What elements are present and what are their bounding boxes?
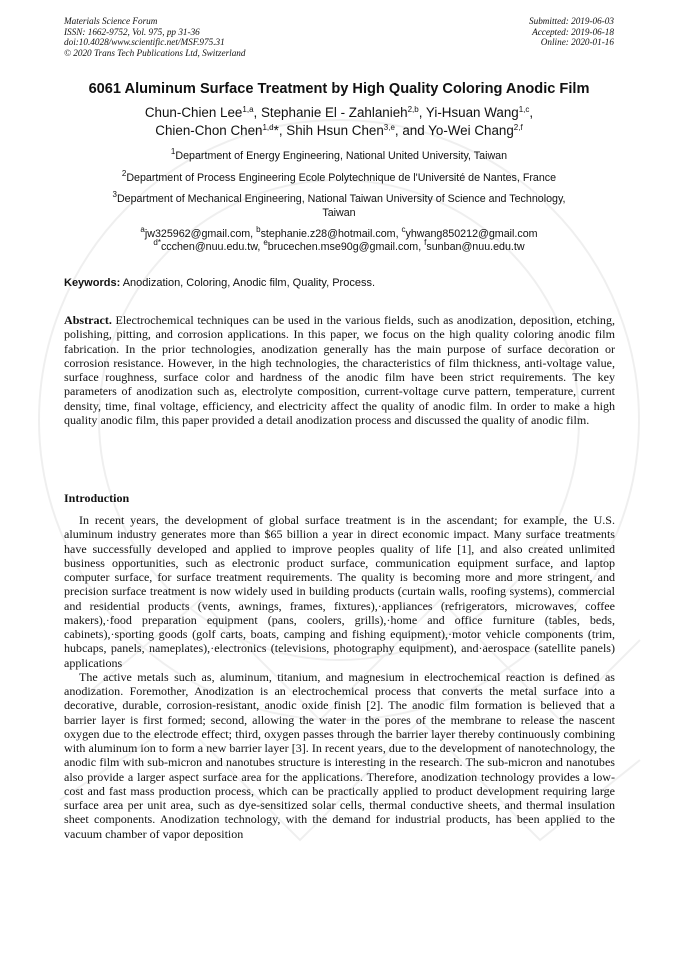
- keywords-text: Anodization, Coloring, Anodic film, Quality, Process.: [120, 277, 376, 289]
- author-name: , and Yo-Wei Chang: [394, 123, 514, 138]
- section-heading-introduction: Introduction: [64, 491, 130, 505]
- email-list: [40, 225, 638, 254]
- author-name: , Stephanie El - Zahlanieh: [253, 105, 408, 120]
- submission-dates: [529, 16, 614, 48]
- email-address: stephanie.z28@hotmail.com,: [260, 228, 402, 240]
- affiliation-text: Department of Mechanical Engineering, National Taiwan University of Science and Technology,: [116, 193, 566, 205]
- abstract: [64, 313, 615, 427]
- introduction-body: [64, 513, 615, 841]
- journal-info: [64, 16, 245, 58]
- email-address: yhwang850212@gmail.com: [405, 228, 538, 240]
- author-affiliation-mark: 2,b: [407, 105, 419, 114]
- affiliation-number: 2: [121, 168, 127, 178]
- affiliation-text: Department of Energy Engineering, National United University, Taiwan: [175, 150, 508, 162]
- email-mark: c: [401, 225, 406, 234]
- email-address: brucechen.mse90g@gmail.com,: [267, 241, 425, 253]
- email-address: jw325962@gmail.com,: [144, 228, 257, 240]
- author-name: , Yi-Hsuan Wang: [418, 105, 519, 120]
- submitted-date: Submitted: 2019-06-03: [529, 16, 614, 26]
- email-mark: d*: [153, 238, 161, 247]
- affiliation-text: Department of Process Engineering Ecole Polytechnique de l'Université de Nantes, France: [126, 171, 557, 184]
- email-mark: a: [140, 225, 145, 234]
- affiliation-text-continued: Taiwan: [322, 206, 356, 219]
- email-address: ccchen@nuu.edu.tw,: [160, 241, 264, 253]
- affiliation-number: 3: [112, 190, 117, 199]
- email-address: sunban@nuu.edu.tw: [426, 241, 525, 253]
- paper-title: 6061 Aluminum Surface Treatment by High Quality Coloring Anodic Film: [88, 81, 590, 97]
- keywords-label: Keywords:: [64, 277, 121, 289]
- affiliation-1: [40, 147, 638, 164]
- paragraph: In recent years, the development of global surface treatment is in the ascendant; for example, the U.S. aluminum industry generates more than $65 billion a year in direct economic impact. Many surface treatments have successfully developed and applied to improve peoples quality of life [1], and also created unlimited business opportunities, such as electronic product surface, communication equipment surface, and laptop computer surface, for surface treatment requirements. The quality is becoming more and more stringent, and precision surface treatment is now widely used in building products (curtain walls, roofing systems), commercial and residential products (vents, awnings, frames, fixtures),·appliances (refrigerators, microwaves, coffee makers),·food preparation equipment (pans, coolers, grills),·home and office furniture (tables, beds, cabinets),·sporting goods (golf carts, boats, camping and fishing equipment),·motor vehicle components (trim, hubcaps, panels, nameplates),·electronics (televisions, photography equipment), and·aerospace (satellite panels) applications: [64, 513, 615, 670]
- author-name: , Shih Hsun Chen: [278, 123, 384, 138]
- journal-doi: doi:10.4028/www.scientific.net/MSF.975.31: [64, 37, 225, 48]
- email-line-2: [40, 238, 638, 254]
- affiliation-2: [40, 168, 638, 186]
- affiliation-number: 1: [170, 147, 176, 156]
- author-line-2: [40, 122, 638, 140]
- keywords: [64, 277, 620, 289]
- email-mark: e: [263, 238, 268, 247]
- author-affiliation-mark: 1,a: [242, 105, 254, 114]
- affiliation-3: [40, 190, 638, 220]
- email-mark: b: [256, 225, 261, 234]
- author-affiliation-mark: 1,c: [518, 105, 530, 114]
- email-mark: f: [424, 238, 427, 247]
- author-separator: ,: [529, 105, 534, 120]
- corresponding-author-mark: *: [273, 123, 279, 138]
- author-list: [40, 104, 638, 140]
- online-date: Online: 2020-01-16: [540, 37, 614, 48]
- accepted-date: Accepted: 2019-06-18: [532, 26, 614, 37]
- paragraph: The active metals such as, aluminum, titanium, and magnesium in electrochemical reaction is defined as anodization. Foremother, Anodization is an electrochemical process that converts the metal surface into a decorative, durable, corrosion-resistant, anodic oxide finish [2]. The anodic film formation is believed that a barrier layer is first formed; second, allowing the water in the pores of the membrane to release the nascent oxygen due to the electrode effect; third, oxygen passes through the barrier layer thereby continuously combining with aluminum ion to form a new barrier layer [3]. In recent years, due to the development of nanotechnology, the anodic film with sub-micron and nanotubes structure is interesting in the research. The sub-micron and nanotubes also provide a larger aspect surface area for the applications. Therefore, anodization technology provides a low-cost and fast mass production process, which can be practically applied to product development requiring large surface area per unit area, such as dye-sensitized solar cells, thermal conductive sheets, and thermal insulation sheet components. Anodization technology, with the demand for industrial products, has been applied to the vacuum chamber of vapor deposition: [64, 669, 615, 841]
- author-affiliation-mark: 1,d: [262, 123, 274, 132]
- author-line-1: [40, 104, 638, 122]
- email-line-1: [40, 225, 638, 241]
- journal-name: Materials Science Forum: [64, 16, 158, 26]
- affiliation-list: [40, 147, 638, 254]
- journal-copyright: © 2020 Trans Tech Publications Ltd, Switzerland: [64, 47, 246, 58]
- abstract-text: Electrochemical techniques can be used in the various fields, such as anodization, deposition, etching, polishing, pitting, and corrosion applications. In this paper, we focus on the high quality coloring anodic film fabrication. In the prior technologies, anodization generally has the main purpose of surface decoration or corrosion resistance. However, in the high technologies, the characteristics of film thickness, anti-voltage value, surface roughness, surface color and hardness of the anodic film have been strict requirements. The key parameters of anodization such as, electrolyte composition, current-voltage curve pattern, temperature, current density, time, final voltage, efficiency, and electricity affect the quality of anodic film. In order to make a high quality anodic film, this paper provided a detail anodization process and discussed the quality of anodic film.: [64, 313, 615, 427]
- journal-issn: ISSN: 1662-9752, Vol. 975, pp 31-36: [64, 26, 200, 37]
- abstract-label: Abstract.: [64, 313, 112, 327]
- author-affiliation-mark: 3,e: [383, 123, 395, 132]
- author-affiliation-mark: 2,f: [513, 123, 523, 132]
- author-name: Chun-Chien Lee: [144, 105, 243, 120]
- author-name: Chien-Chon Chen: [155, 123, 263, 138]
